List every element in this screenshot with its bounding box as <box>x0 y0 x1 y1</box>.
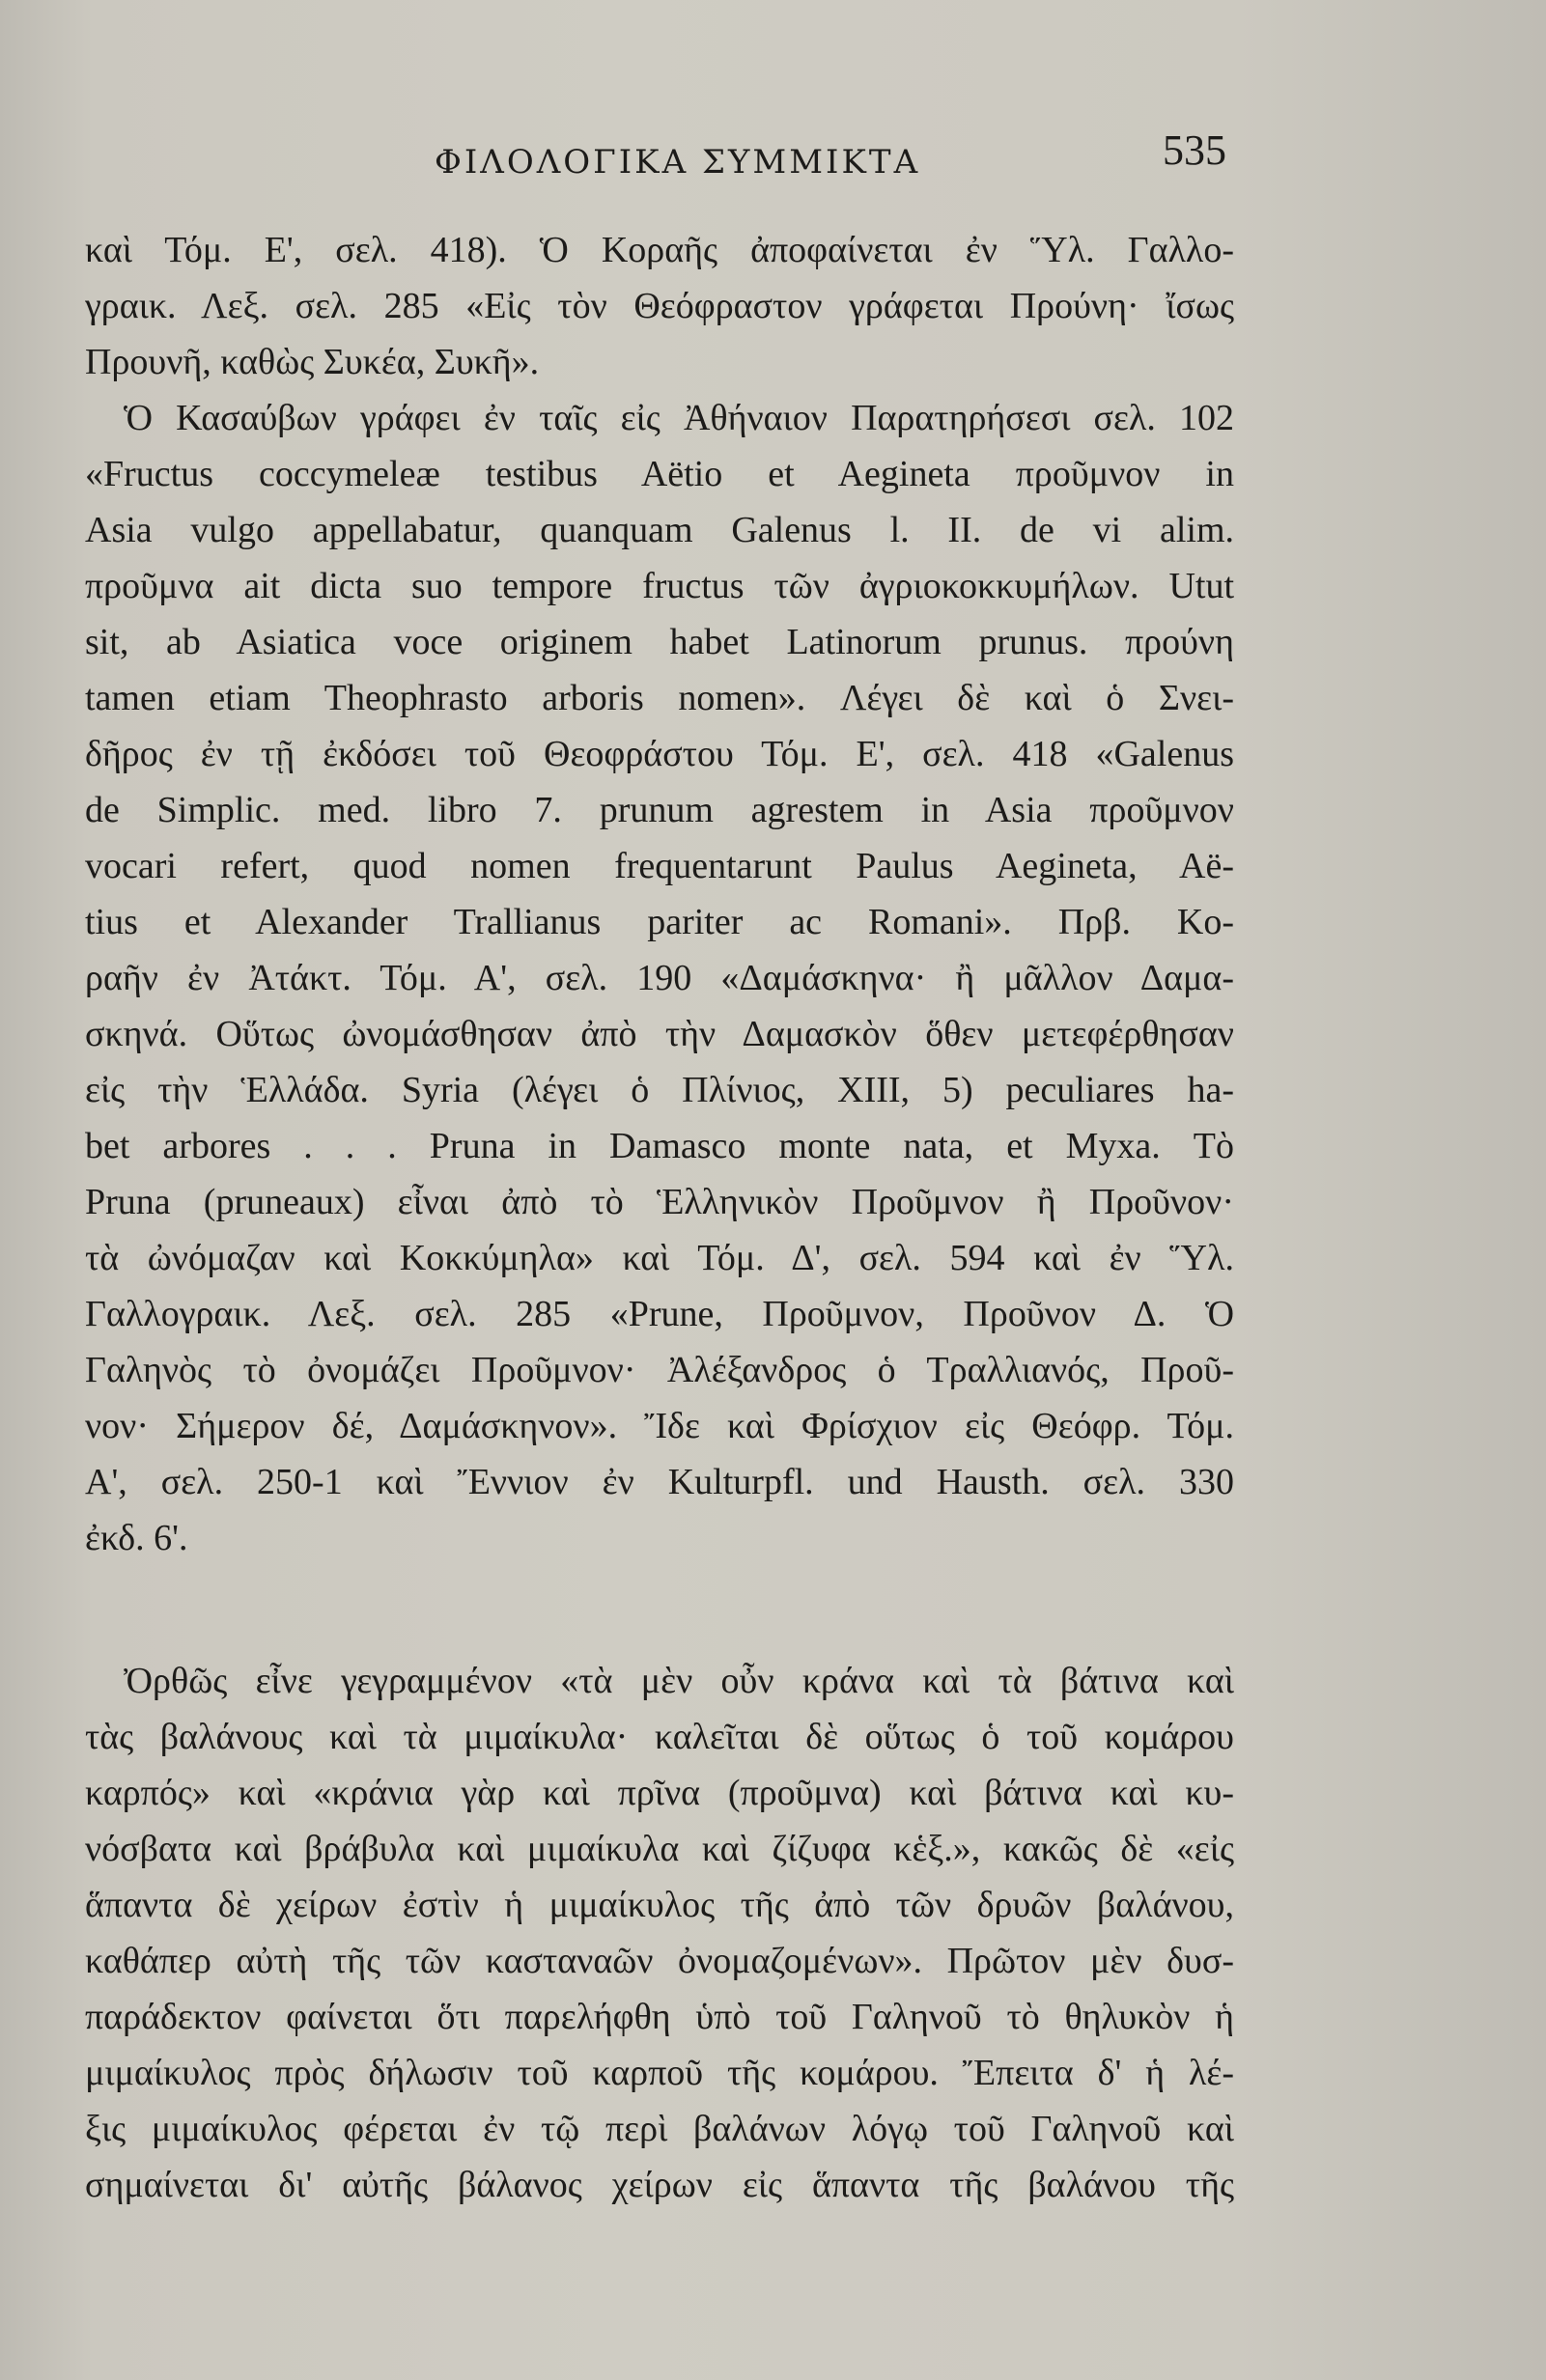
text-line: tamen etiam Theophrasto arboris nomen». Λέγει δὲ καὶ ὁ Σνει- <box>85 678 1234 718</box>
text-line: Α', σελ. 250-1 καὶ Ἔννιον ἐν Kulturpfl. und Hausth. σελ. 330 <box>85 1462 1234 1502</box>
text-line: καρπός» καὶ «κράνια γὰρ καὶ πρῖνα (προῦμνα) καὶ βάτινα καὶ κυ- <box>85 1773 1234 1813</box>
text-line: καὶ Τόμ. Ε', σελ. 418). Ὁ Κοραῆς ἀποφαίνεται ἐν Ὕλ. Γαλλο- <box>85 230 1234 270</box>
text-line: «Fructus coccymeleæ testibus Aëtio et Aegineta προῦμνον in <box>85 454 1234 494</box>
text-line: τὰς βαλάνους καὶ τὰ μιμαίκυλα· καλεῖται δὲ οὕτως ὁ τοῦ κομάρου <box>85 1717 1234 1757</box>
text-line: sit, ab Asiatica voce originem habet Latinorum prunus. προύνη <box>85 622 1234 662</box>
body-text <box>85 222 1234 2213</box>
text-line: τὰ ὠνόμαζαν καὶ Κοκκύμηλα» καὶ Τόμ. Δ', σελ. 594 καὶ ἐν Ὕλ. <box>85 1238 1234 1278</box>
text-line: Asia vulgo appellabatur, quanquam Galenus l. II. de vi alim. <box>85 510 1234 550</box>
page-number: 535 <box>1163 126 1226 174</box>
text-line: Γαληνὸς τὸ ὀνομάζει Προῦμνον· Ἀλέξανδρος ὁ Τραλλιανός, Προῦ- <box>85 1350 1234 1390</box>
text-line: ἐκδ. 6'. <box>85 1518 188 1558</box>
text-line: ξις μιμαίκυλος φέρεται ἐν τῷ περὶ βαλάνων λόγῳ τοῦ Γαληνοῦ καὶ <box>85 2109 1234 2149</box>
text-line: παράδεκτον φαίνεται ὅτι παρελήφθη ὑπὸ τοῦ Γαληνοῦ τὸ θηλυκὸν ἡ <box>85 1997 1234 2037</box>
text-line: εἰς τὴν Ἑλλάδα. Syria (λέγει ὁ Πλίνιος, XIII, 5) peculiares ha- <box>85 1070 1234 1110</box>
text-line: de Simplic. med. libro 7. prunum agrestem in Asia προῦμνον <box>85 790 1234 830</box>
text-line: ραῆν ἐν Ἀτάκτ. Τόμ. Α', σελ. 190 «Δαμάσκηνα· ἢ μᾶλλον Δαμα- <box>85 958 1234 998</box>
text-line: νόσβατα καὶ βράβυλα καὶ μιμαίκυλα καὶ ζίζυφα κἑξ.», κακῶς δὲ «εἰς <box>85 1829 1234 1869</box>
text-line: vocari refert, quod nomen frequentarunt Paulus Aegineta, Aë- <box>85 846 1234 886</box>
text-line: Προυνῆ, καθὼς Συκέα, Συκῆ». <box>85 342 540 382</box>
text-line: δῆρος ἐν τῇ ἐκδόσει τοῦ Θεοφράστου Τόμ. Ε', σελ. 418 «Galenus <box>85 734 1234 774</box>
paragraph-1 <box>85 222 1234 1566</box>
text-line: tius et Alexander Trallianus pariter ac Romani». Πρβ. Κο- <box>85 902 1234 942</box>
text-line: bet arbores . . . Pruna in Damasco monte nata, et Myxa. Τὸ <box>85 1126 1234 1166</box>
paragraph-2 <box>85 1653 1234 2213</box>
text-line: καθάπερ αὐτὴ τῆς τῶν κασταναῶν ὀνομαζομένων». Πρῶτον μὲν δυσ- <box>85 1941 1234 1981</box>
text-line: Ὁ Κασαύβων γράφει ἐν ταῖς εἰς Ἀθήναιον Παρατηρήσεσι σελ. 102 <box>124 398 1234 438</box>
text-line: γραικ. Λεξ. σελ. 285 «Εἰς τὸν Θεόφραστον γράφεται Προύνη· ἴσως <box>85 286 1234 326</box>
text-line: σκηνά. Οὕτως ὠνομάσθησαν ἀπὸ τὴν Δαμασκὸν ὅθεν μετεφέρθησαν <box>85 1014 1234 1054</box>
text-line: προῦμνα ait dicta suo tempore fructus τῶν ἀγριοκοκκυμήλων. Utut <box>85 566 1234 606</box>
section-gap <box>85 1566 1234 1653</box>
text-line: ἅπαντα δὲ χείρων ἐστὶν ἡ μιμαίκυλος τῆς ἀπὸ τῶν δρυῶν βαλάνου, <box>85 1885 1234 1925</box>
text-line: Ὀρθῶς εἶνε γεγραμμένον «τὰ μὲν οὖν κράνα καὶ τὰ βάτινα καὶ <box>124 1661 1234 1701</box>
text-line: Pruna (pruneaux) εἶναι ἀπὸ τὸ Ἑλληνικὸν Προῦμνον ἢ Προῦνον· <box>85 1182 1234 1222</box>
page-header <box>87 126 1226 183</box>
text-line: μιμαίκυλος πρὸς δήλωσιν τοῦ καρποῦ τῆς κομάρου. Ἔπειτα δ' ἡ λέ- <box>85 2053 1234 2093</box>
running-head: ΦΙΛΟΛΟΓΙΚΑ ΣΥΜΜΙΚΤΑ <box>435 143 921 182</box>
text-line: νον· Σήμερον δέ, Δαμάσκηνον». Ἴδε καὶ Φρίσχιον εἰς Θεόφρ. Τόμ. <box>85 1406 1234 1446</box>
text-line: σημαίνεται δι' αὐτῆς βάλανος χείρων εἰς ἅπαντα τῆς βαλάνου τῆς <box>85 2165 1234 2205</box>
text-line: Γαλλογραικ. Λεξ. σελ. 285 «Prune, Προῦμνον, Προῦνον Δ. Ὁ <box>85 1294 1234 1334</box>
